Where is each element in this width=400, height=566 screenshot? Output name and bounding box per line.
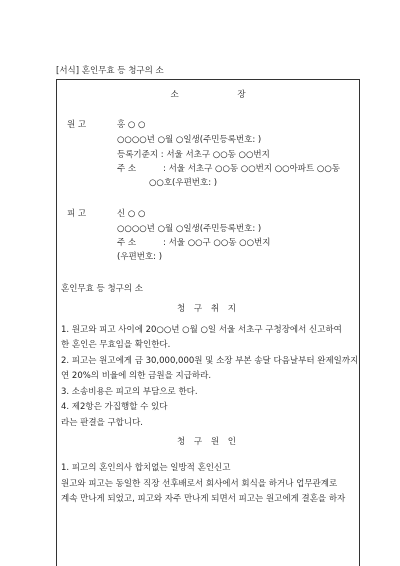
cause-line: 원고와 피고는 동일한 직장 선후배로서 회사에서 회식을 하거나 업무관계로 xyxy=(61,479,338,489)
plaintiff-registry: 등록기준지 : 서울 서초구 ○○동 ○○번지 xyxy=(117,150,270,160)
document-title: 소 장 xyxy=(170,90,274,100)
causes-heading: 청 구 원 인 xyxy=(177,437,239,447)
plaintiff-name: 홍 ○ ○ xyxy=(117,120,146,130)
plaintiff-address: : 서울 서초구 ○○동 ○○번지 ○○아파트 ○○동 xyxy=(163,164,340,174)
claim-line: 3. 소송비용은 피고의 부담으로 한다. xyxy=(61,387,198,397)
document-frame xyxy=(56,79,360,566)
defendant-postal: (우편번호: ) xyxy=(117,252,163,262)
claim-line: 4. 제2항은 가집행할 수 있다 xyxy=(61,402,168,412)
plaintiff-label: 원 고 xyxy=(67,120,87,130)
plaintiff-address-cont: ○○호(우편번호: ) xyxy=(149,178,218,188)
defendant-address-label: 주 소 xyxy=(117,238,137,248)
defendant-birth: ○○○○년 ○월 ○일생(주민등록번호: ) xyxy=(117,224,262,234)
case-name: 혼인무효 등 청구의 소 xyxy=(61,284,144,294)
plaintiff-birth: ○○○○년 ○월 ○일생(주민등록번호: ) xyxy=(117,135,262,145)
defendant-label: 피 고 xyxy=(67,209,87,219)
claim-line: 1. 원고와 피고 사이에 20○○년 ○월 ○일 서울 서초구 구청장에서 신고하여 xyxy=(61,325,342,335)
claim-line: 라는 판결을 구합니다. xyxy=(61,418,144,428)
cause-line: 1. 피고의 혼인의사 합치없는 일방적 혼인신고 xyxy=(61,463,231,473)
cause-line: 계속 만나게 되었고, 피고와 자주 만나게 되면서 피고는 원고에게 결혼을 하자 xyxy=(61,494,346,504)
claim-line: 연 20%의 비율에 의한 금원을 지급하라. xyxy=(61,371,212,381)
claim-line: 2. 피고는 원고에게 금 30,000,000원 및 소장 부본 송달 다음날부터 완제일까지 xyxy=(61,356,359,366)
form-caption: [서식] 혼인무효 등 청구의 소 xyxy=(56,66,164,76)
defendant-address: : 서울 ○○구 ○○동 ○○번지 xyxy=(163,238,271,248)
claim-line: 한 혼인은 무효임을 확인한다. xyxy=(61,340,171,350)
claims-heading: 청 구 취 지 xyxy=(177,304,239,314)
defendant-name: 신 ○ ○ xyxy=(117,209,146,219)
plaintiff-address-label: 주 소 xyxy=(117,164,137,174)
